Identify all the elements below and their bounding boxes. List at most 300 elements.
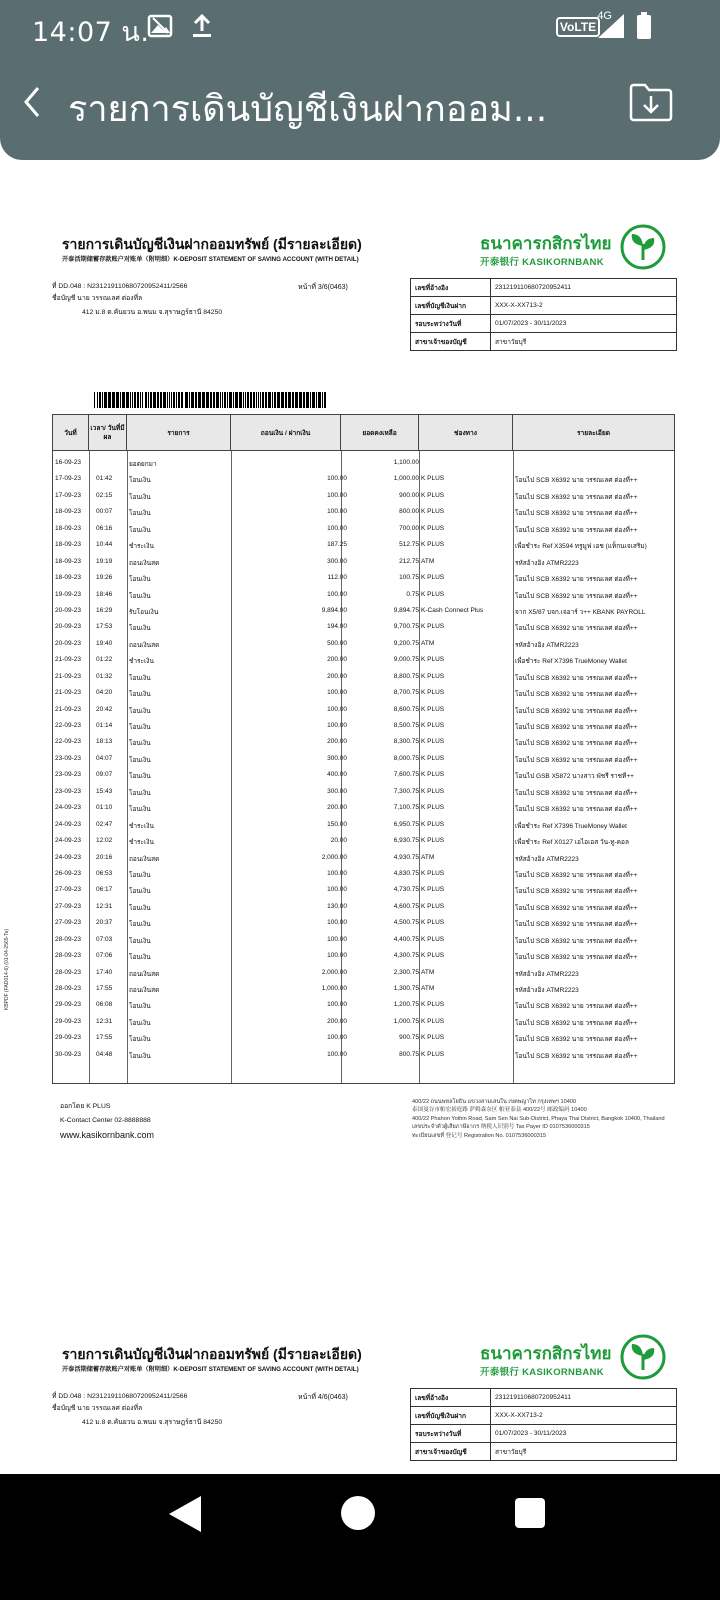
cell-type: โอนเงิน [129,871,151,879]
table-row [53,932,674,948]
table-row [53,636,674,652]
barcode-bar [206,392,209,408]
cell-time: 17:55 [96,985,113,992]
table-row [53,702,674,718]
cell-time: 17:55 [96,1034,113,1042]
cell-date: 28-09-23 [55,935,82,943]
cell-channel: K PLUS [421,952,445,960]
cell-balance: 8,300.75 [393,738,419,746]
barcode-bar [191,392,194,408]
issued-by: ออกโดย K PLUS [60,1103,111,1110]
cell-balance: 800.75 [399,1050,419,1058]
cell-balance: 800.00 [399,508,419,516]
cell-type: โอนเงิน [129,477,151,485]
cell-detail: โอนไป SCB X6392 นาย วรรณเลศ ต่องที่++ [515,1052,638,1060]
cell-amount: 100.00 [327,475,347,483]
cell-balance: 4,730.75 [393,886,419,894]
barcode-bar [195,392,197,408]
table-row [53,504,674,520]
cell-date: 27-09-23 [55,886,82,894]
cell-amount: 200.00 [327,1017,347,1025]
cell-date: 22-09-23 [55,722,82,729]
info-label: รอบระหว่างวันที่ [411,315,491,333]
cell-detail: โอนไป GSB X5872 นางสาว พัชรี ราชที++ [515,773,634,781]
table-row [53,603,674,619]
table-row [53,751,674,767]
table-row [53,833,674,849]
table-row [53,669,674,685]
address-line: 400/22 Phahon Yothin Road, Sam Sen Nai Sub-District, Phaya Thai District, Bangkok 10400, Thailand [412,1115,665,1122]
table-row [53,471,674,487]
barcode-bar [134,392,136,408]
account-holder-line: ชื่อบัญชี นาย วรรณเลศ ต่องที่ล [52,1405,143,1412]
cell-channel: ATM [421,968,435,976]
cell-channel: K PLUS [421,1001,445,1009]
barcode-bar [262,392,264,408]
cell-time: 15:43 [96,787,113,795]
info-value: สาขาวัยบุรี [491,333,677,351]
cell-time: 07:03 [96,935,113,943]
table-row [53,965,674,981]
cell-date: 28-09-23 [55,968,82,976]
cell-balance: 212.75 [399,557,419,565]
bank-name-en: 开泰银行 KASIKORNBANK [480,1367,604,1378]
cell-channel: ATM [421,639,435,647]
cell-detail: โอนไป SCB X6392 นาย วรรณเลศ ต่องที่++ [515,576,638,584]
table-row [53,882,674,898]
cell-type: โอนเงิน [129,724,151,731]
cell-date: 18-09-23 [55,508,82,516]
table-row [53,554,674,570]
cell-amount: 100.00 [327,590,347,598]
cell-type: ถอนเงินสด [129,987,160,994]
cell-date: 18-09-23 [55,524,82,532]
cell-type: รับโอนเงิน [129,608,159,616]
cell-amount: 1,000.00 [321,985,347,992]
cell-type: โอนเงิน [129,1036,151,1044]
cell-balance: 7,300.75 [393,787,419,795]
cell-channel: K PLUS [421,689,445,697]
info-label: รอบระหว่างวันที่ [411,1425,491,1443]
cell-date: 17-09-23 [55,491,82,499]
table-row [53,619,674,635]
cell-channel: K PLUS [421,886,445,894]
cell-balance: 4,600.75 [393,902,419,910]
barcode-bar [104,392,107,408]
cell-balance: 1,000.00 [393,475,419,483]
barcode-bar [198,392,201,408]
cell-detail: โอนไป SCB X6392 นาย วรรณเลศ ต่องที่++ [515,625,638,633]
cell-time: 18:46 [96,590,113,598]
table-row [53,734,674,750]
status-time: 14:07 น. [32,17,150,48]
cell-detail: โอนไป SCB X6392 นาย วรรณเลศ ต่องที่++ [515,526,638,534]
cell-time: 09:07 [96,771,113,779]
info-row [411,297,677,315]
barcode-bar [126,392,129,408]
cell-date: 18-09-23 [55,557,82,565]
cell-channel: ATM [421,985,435,992]
cell-channel: K PLUS [421,1017,445,1025]
cell-type: โอนเงิน [129,773,151,781]
footer-address [412,1098,665,1140]
cell-balance: 100.75 [399,574,419,582]
cell-channel: K PLUS [421,902,445,910]
barcode-bar [99,392,101,408]
cell-balance: 8,800.75 [393,672,419,680]
cell-detail: โอนไป SCB X6392 นาย วรรณเลศ ต่องที่++ [515,806,638,814]
transactions-table [52,414,675,1084]
cell-detail: โอนไป SCB X6392 นาย วรรณเลศ ต่องที่++ [515,707,638,715]
cell-balance: 4,830.75 [393,869,419,877]
account-info-table [410,1388,677,1461]
cell-type: ชำระเงิน [129,543,154,551]
nav-home-button[interactable] [341,1496,375,1530]
cell-balance: 4,400.75 [393,935,419,943]
page-number: หน้าที่ 3/6(0463) [298,284,348,291]
chevron-left-icon [26,88,38,116]
cell-detail: รหัสอ้างอิง ATMR2223 [515,559,579,567]
table-row [53,915,674,931]
cell-time: 06:17 [96,886,113,894]
table-row [53,570,674,586]
cell-balance: 900.75 [399,1034,419,1042]
table-row [53,817,674,833]
contact-center: K-Contact Center 02-8888888 [60,1117,151,1124]
cell-balance: 8,500.75 [393,722,419,729]
cell-time: 01:14 [96,722,113,729]
cell-balance: 1,000.75 [393,1017,419,1025]
col-type: รายการ [127,415,231,451]
barcode-bar [220,392,221,408]
barcode-bar [150,392,152,408]
cell-amount: 130.00 [327,902,347,910]
barcode-bar [312,392,315,408]
cell-amount: 400.00 [327,771,347,779]
cell-balance: 7,600.75 [393,771,419,779]
barcode-bar [185,392,188,408]
cell-channel: K PLUS [421,475,445,483]
status-bar [0,0,720,56]
statement-subtitle: 开泰活期储蓄存款账户对账单（附明细）K-DEPOSIT STATEMENT OF SAVING ACCOUNT (WITH DETAIL) [62,256,359,263]
cell-amount: 194.00 [327,623,347,631]
table-row [53,587,674,603]
barcode-bar [132,392,133,408]
cell-detail: โอนไป SCB X6392 นาย วรรณเลศ ต่องที่++ [515,954,638,962]
cell-amount: 2,000.00 [321,853,347,861]
col-channel: ช่องทาง [419,415,513,451]
info-row [411,1425,677,1443]
barcode-bar [112,392,115,408]
table-row [53,488,674,504]
table-row [53,537,674,553]
cell-type: โอนเงิน [129,707,151,715]
cell-channel: K PLUS [421,705,445,713]
info-row [411,1389,677,1407]
cell-amount: 200.00 [327,804,347,812]
table-row [53,718,674,734]
cell-time: 04:07 [96,754,113,762]
cell-detail: โอนไป SCB X6392 นาย วรรณเลศ ต่องที่++ [515,510,638,518]
cell-type: ชำระเงิน [129,822,154,830]
barcode-bar [245,392,246,408]
cell-type: โอนเงิน [129,526,151,534]
cell-amount: 100.00 [327,491,347,499]
info-label: เลขที่บัญชีเงินฝาก [411,1407,491,1425]
info-label: สาขาเจ้าของบัญชี [411,333,491,351]
barcode-bar [260,392,261,408]
cell-time: 06:53 [96,869,113,877]
info-row [411,1443,677,1461]
cell-time: 12:31 [96,1017,113,1025]
cell-detail: โอนไป SCB X6392 นาย วรรณเลศ ต่องที่++ [515,921,638,929]
cell-amount: 100.00 [327,689,347,697]
triangle-back-icon [169,1496,201,1532]
cell-channel: K PLUS [421,508,445,516]
barcode-bar [145,392,147,408]
barcode-bar [122,392,125,408]
cell-date: 21-09-23 [55,705,82,713]
cell-detail: จาก X5/87 บจก.เจอาร์ ว++ KBANK PAYROLL [515,608,646,616]
cell-type: ยอดยกมา [129,461,157,468]
cell-balance: 1,300.75 [393,985,419,992]
cell-balance: 2,300.75 [393,968,419,976]
table-header [53,415,674,451]
cell-channel: K PLUS [421,524,445,532]
barcode-bar [233,392,234,408]
cell-balance: 9,894.75 [393,606,419,614]
back-button[interactable] [14,82,54,122]
cell-channel: K PLUS [421,672,445,680]
cell-balance: 4,500.75 [393,919,419,927]
cell-detail: โอนไป SCB X6392 นาย วรรณเลศ ต่องที่++ [515,1036,638,1044]
cell-detail: เพื่อชำระ Ref X7396 TrueMoney Wallet [515,822,627,830]
barcode-bar [202,392,205,408]
cell-date: 24-09-23 [55,820,82,828]
cell-type: โอนเงิน [129,921,151,929]
cell-amount: 100.00 [327,869,347,877]
statement-title: รายการเดินบัญชีเงินฝากออมทรัพย์ (มีรายละเอียด) [62,1346,362,1362]
cell-date: 20-09-23 [55,639,82,647]
barcode-bar [130,392,131,408]
cell-type: โอนเงิน [129,937,151,945]
kbank-logo-icon [620,1334,666,1380]
cell-date: 21-09-23 [55,689,82,697]
info-value: 231219110680720952411 [491,1389,677,1407]
table-row [53,784,674,800]
cell-balance: 9,700.75 [393,623,419,631]
download-folder-icon [631,85,671,120]
cell-amount: 100.00 [327,1001,347,1009]
barcode-bar [265,392,267,408]
table-body [53,455,674,1063]
cell-time: 02:15 [96,491,113,499]
cell-balance: 0.75 [406,590,419,598]
barcode [94,392,328,408]
cell-type: โอนเงิน [129,888,151,896]
cell-amount: 100.00 [327,524,347,532]
cell-amount: 200.00 [327,672,347,680]
barcode-bar [292,392,294,408]
cell-balance: 4,300.75 [393,952,419,960]
cell-date: 21-09-23 [55,672,82,680]
nav-back-button[interactable] [167,1494,203,1534]
barcode-bar [153,392,156,408]
cell-date: 27-09-23 [55,902,82,910]
cell-detail: โอนไป SCB X6392 นาย วรรณเลศ ต่องที่++ [515,1003,638,1011]
cell-channel: K-Cash Connect Plus [421,606,484,614]
table-row [53,800,674,816]
app-bar [0,0,720,160]
barcode-bar [167,392,168,408]
barcode-bar [173,392,175,408]
cell-balance: 900.00 [399,491,419,499]
cell-detail: โอนไป SCB X6392 นาย วรรณเลศ ต่องที่++ [515,1019,638,1027]
barcode-bar [250,392,252,408]
cell-detail: รหัสอ้างอิง ATMR2223 [515,970,579,978]
cell-time: 04:48 [96,1050,113,1058]
cell-channel: ATM [421,853,435,861]
cell-time: 07:06 [96,952,113,960]
barcode-bar [239,392,242,408]
table-row [53,1014,674,1030]
cell-date: 23-09-23 [55,771,82,779]
reference-line: ที่ DD.048 : N231219110680720952411/2566 [52,1393,188,1400]
cell-time: 01:10 [96,804,113,812]
cell-channel: K PLUS [421,541,445,549]
cell-type: โอนเงิน [129,789,151,797]
cell-time: 20:16 [96,853,113,861]
barcode-bar [303,392,305,408]
cell-date: 30-09-23 [55,1050,82,1058]
table-row [53,997,674,1013]
cell-detail: เพื่อชำระ Ref X7396 TrueMoney Wallet [515,658,627,666]
cell-detail: โอนไป SCB X6392 นาย วรรณเลศ ต่องที่++ [515,493,638,501]
cell-balance: 1,200.75 [393,1001,419,1009]
cell-date: 29-09-23 [55,1001,82,1009]
barcode-bar [227,392,228,408]
cell-detail: โอนไป SCB X6392 นาย วรรณเลศ ต่องที่++ [515,904,638,912]
cell-channel: K PLUS [421,771,445,779]
barcode-bar [148,392,149,408]
table-row [53,652,674,668]
barcode-bar [216,392,219,408]
barcode-bar [316,392,317,408]
table-row [53,948,674,964]
cell-detail: โอนไป SCB X6392 นาย วรรณเลศ ต่องที่++ [515,756,638,764]
cell-amount: 300.00 [327,557,347,565]
bank-name: ธนาคารกสิกรไทย [480,234,612,253]
barcode-bar [213,392,215,408]
barcode-bar [306,392,309,408]
cell-time: 01:32 [96,672,113,680]
cell-amount: 100.00 [327,886,347,894]
account-info-table [410,278,677,351]
cell-time: 12:31 [96,902,113,910]
info-value: 01/07/2023 - 30/11/2023 [491,1425,677,1443]
cell-date: 24-09-23 [55,837,82,845]
info-row [411,333,677,351]
cell-channel: K PLUS [421,919,445,927]
barcode-bar [256,392,257,408]
cell-balance: 700.00 [399,524,419,532]
cell-detail: รหัสอ้างอิง ATMR2223 [515,987,579,994]
cell-amount: 500.00 [327,639,347,647]
cell-date: 22-09-23 [55,738,82,746]
cell-amount: 300.00 [327,787,347,795]
barcode-bar [160,392,162,408]
cell-detail: รหัสอ้างอิง ATMR2223 [515,641,579,649]
address-line: เลขประจำตัวผู้เสียภาษีอากร 纳税人识别号 Tax Payer ID 0107536000315 [412,1124,590,1131]
table-row [53,899,674,915]
cell-channel: K PLUS [421,754,445,762]
barcode-bar [318,392,321,408]
cell-time: 16:29 [96,606,113,614]
cell-time: 06:08 [96,1001,113,1009]
navigation-bar [0,1474,720,1600]
upload-icon [188,12,216,40]
cell-detail: โอนไป SCB X6392 นาย วรรณเลศ ต่องที่++ [515,691,638,699]
image-icon [146,12,174,40]
cell-date: 29-09-23 [55,1017,82,1025]
info-label: เลขที่อ้างอิง [411,1389,491,1407]
download-button[interactable] [628,82,674,122]
table-row [53,685,674,701]
cell-amount: 9,894.00 [321,606,347,614]
address-line: 泰国曼谷市帕宏裕庭路 萨姆森奈区 帕亚泰县 400/22号 邮政编码 10400 [412,1107,587,1114]
table-row [53,1030,674,1046]
cell-type: โอนเงิน [129,576,151,584]
cell-type: โอนเงิน [129,510,151,518]
cell-amount: 200.00 [327,738,347,746]
cell-detail: รหัสอ้างอิง ATMR2223 [515,855,579,863]
nav-recents-button[interactable] [515,1498,545,1528]
document-code: KBPDF (FAD014-6) (01-04-2565-Te) [4,928,10,1010]
barcode-bar [171,392,172,408]
cell-amount: 100.00 [327,722,347,729]
cell-date: 19-09-23 [55,590,82,598]
cell-channel: K PLUS [421,491,445,499]
cell-time: 04:20 [96,689,113,697]
cell-time: 19:26 [96,574,113,582]
cell-type: โอนเงิน [129,674,151,682]
cell-channel: K PLUS [421,820,445,828]
cell-amount: 150.00 [327,820,347,828]
barcode-bar [108,392,111,408]
page-title: รายการเดินบัญชีเงินฝากออม... [68,89,548,130]
table-row [53,866,674,882]
cell-amount: 187.25 [327,541,347,549]
cell-balance: 6,930.75 [393,837,419,845]
network-type: 4G [597,10,612,22]
cell-time: 18:13 [96,738,113,746]
cell-channel: K PLUS [421,1050,445,1058]
statement-subtitle: 开泰活期储蓄存款账户对账单（附明细）K-DEPOSIT STATEMENT OF SAVING ACCOUNT (WITH DETAIL) [62,1366,359,1373]
kbank-logo-icon [620,224,666,270]
info-value: 231219110680720952411 [491,279,677,297]
barcode-bar [97,392,98,408]
barcode-bar [178,392,180,408]
barcode-bar [274,392,276,408]
barcode-bar [157,392,159,408]
cell-time: 20:37 [96,919,113,927]
info-label: เลขที่บัญชีเงินฝาก [411,297,491,315]
cell-amount: 100.00 [327,1050,347,1058]
table-row [53,1047,674,1063]
cell-balance: 512.75 [399,541,419,549]
cell-date: 20-09-23 [55,623,82,631]
info-value: 01/07/2023 - 30/11/2023 [491,315,677,333]
